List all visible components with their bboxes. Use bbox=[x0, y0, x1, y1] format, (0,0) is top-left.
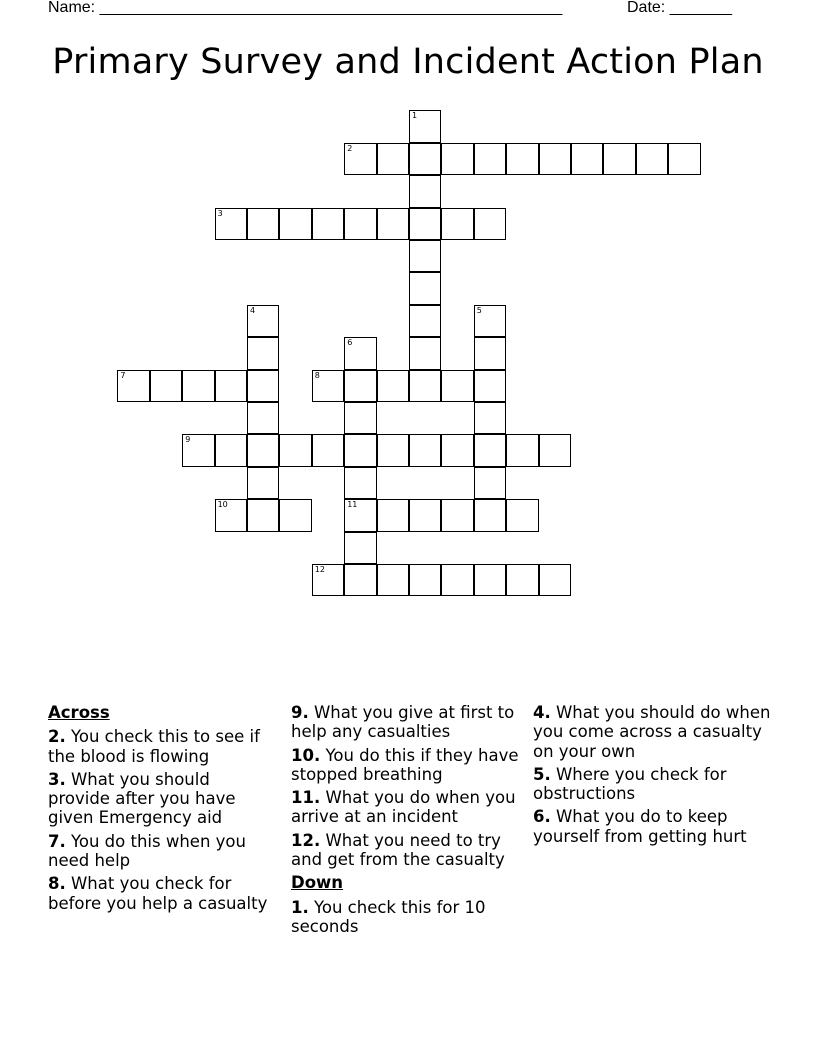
grid-cell[interactable] bbox=[247, 467, 279, 499]
clues-column-3 bbox=[533, 703, 773, 850]
grid-cell[interactable] bbox=[506, 499, 538, 531]
clue-down-4: 4. What you should do when you come across a casualty on your own bbox=[533, 703, 771, 761]
grid-cell[interactable] bbox=[571, 143, 603, 175]
grid-cell[interactable] bbox=[344, 467, 376, 499]
grid-cell[interactable] bbox=[215, 208, 247, 240]
grid-cell[interactable] bbox=[474, 402, 506, 434]
grid-cell[interactable] bbox=[182, 434, 214, 466]
clue-across-12: 12. What you need to try and get from the casualty bbox=[291, 830, 505, 870]
grid-cell[interactable] bbox=[474, 564, 506, 596]
clues-column-1 bbox=[48, 703, 276, 917]
grid-cell[interactable] bbox=[441, 370, 473, 402]
grid-cell[interactable] bbox=[474, 337, 506, 369]
grid-cell[interactable] bbox=[409, 370, 441, 402]
grid-cell[interactable] bbox=[247, 337, 279, 369]
grid-cell[interactable] bbox=[344, 143, 376, 175]
grid-cell[interactable] bbox=[409, 434, 441, 466]
grid-cell[interactable] bbox=[409, 499, 441, 531]
down-heading: Down bbox=[291, 873, 344, 893]
grid-cell[interactable] bbox=[279, 208, 311, 240]
name-line: Name: ____________________________________________________ bbox=[48, 0, 563, 16]
grid-cell[interactable] bbox=[506, 564, 538, 596]
grid-cell[interactable] bbox=[409, 272, 441, 304]
grid-cell[interactable] bbox=[344, 532, 376, 564]
grid-cell[interactable] bbox=[474, 305, 506, 337]
grid-cell[interactable] bbox=[344, 208, 376, 240]
across-heading: Across bbox=[48, 703, 110, 722]
grid-cell[interactable] bbox=[312, 370, 344, 402]
grid-cell[interactable] bbox=[506, 143, 538, 175]
grid-cell[interactable] bbox=[377, 370, 409, 402]
clue-across-3: 3. What you should provide after you have given Emergency aid bbox=[48, 769, 236, 828]
clue-number: 2 bbox=[347, 143, 353, 153]
clue-down-1: 1. You check this for 10 seconds bbox=[291, 897, 486, 936]
clue-across-8: 8. What you check for before you help a casualty bbox=[48, 874, 268, 913]
grid-cell[interactable] bbox=[215, 499, 247, 531]
clue-across-10: 10. You do this if they have stopped breathing bbox=[291, 745, 519, 784]
clue-number: 9 bbox=[185, 435, 191, 445]
grid-cell[interactable] bbox=[279, 434, 311, 466]
grid-cell[interactable] bbox=[247, 208, 279, 240]
grid-cell[interactable] bbox=[539, 434, 571, 466]
grid-cell[interactable] bbox=[247, 370, 279, 402]
page-title: Primary Survey and Incident Action Plan bbox=[52, 42, 764, 82]
grid-cell[interactable] bbox=[474, 434, 506, 466]
clue-number: 6 bbox=[347, 338, 353, 348]
grid-cell[interactable] bbox=[344, 499, 376, 531]
grid-cell[interactable] bbox=[474, 499, 506, 531]
date-line: Date: _______ bbox=[627, 0, 732, 16]
grid-cell[interactable] bbox=[409, 564, 441, 596]
grid-cell[interactable] bbox=[409, 337, 441, 369]
clue-number: 12 bbox=[314, 565, 325, 574]
clue-number: 10 bbox=[217, 500, 228, 510]
grid-cell[interactable] bbox=[474, 467, 506, 499]
grid-cell[interactable] bbox=[377, 564, 409, 596]
grid-cell[interactable] bbox=[247, 402, 279, 434]
grid-cell[interactable] bbox=[344, 402, 376, 434]
grid-cell[interactable] bbox=[441, 208, 473, 240]
grid-cell[interactable] bbox=[668, 143, 700, 175]
grid-cell[interactable] bbox=[377, 434, 409, 466]
grid-cell[interactable] bbox=[377, 208, 409, 240]
grid-cell[interactable] bbox=[636, 143, 668, 175]
grid-cell[interactable] bbox=[247, 305, 279, 337]
clue-across-11: 11. What you do when you arrive at an incident bbox=[291, 788, 516, 827]
grid-cell[interactable] bbox=[409, 305, 441, 337]
grid-cell[interactable] bbox=[344, 564, 376, 596]
grid-cell[interactable] bbox=[409, 208, 441, 240]
grid-cell[interactable] bbox=[215, 370, 247, 402]
grid-cell[interactable] bbox=[441, 499, 473, 531]
grid-cell[interactable] bbox=[344, 337, 376, 369]
grid-cell[interactable] bbox=[344, 370, 376, 402]
grid-cell[interactable] bbox=[377, 143, 409, 175]
clue-number: 4 bbox=[250, 305, 256, 315]
clues-column-2 bbox=[291, 703, 526, 940]
clue-across-7: 7. You do this when you need help bbox=[48, 831, 246, 871]
grid-cell[interactable] bbox=[312, 208, 344, 240]
grid-cell[interactable] bbox=[215, 434, 247, 466]
grid-cell[interactable] bbox=[474, 208, 506, 240]
grid-cell[interactable] bbox=[344, 434, 376, 466]
clue-down-5: 5. Where you check for obstructions bbox=[533, 764, 727, 804]
grid-cell[interactable] bbox=[441, 434, 473, 466]
clue-number: 1 bbox=[412, 111, 418, 121]
grid-cell[interactable] bbox=[150, 370, 182, 402]
grid-cell[interactable] bbox=[247, 499, 279, 531]
clue-across-9: 9. What you give at first to help any casualties bbox=[291, 703, 515, 742]
clue-number: 3 bbox=[217, 208, 223, 218]
grid-cell[interactable] bbox=[377, 499, 409, 531]
clue-number: 7 bbox=[120, 370, 126, 380]
clue-number: 8 bbox=[314, 370, 320, 380]
grid-cell[interactable] bbox=[312, 434, 344, 466]
grid-cell[interactable] bbox=[409, 240, 441, 272]
grid-cell[interactable] bbox=[312, 564, 344, 596]
clue-across-2: 2. You check this to see if the blood is flowing bbox=[48, 727, 260, 766]
grid-cell[interactable] bbox=[474, 370, 506, 402]
grid-cell[interactable] bbox=[539, 143, 571, 175]
grid-cell[interactable] bbox=[409, 143, 441, 175]
grid-cell[interactable] bbox=[409, 110, 441, 142]
grid-cell[interactable] bbox=[182, 370, 214, 402]
grid-cell[interactable] bbox=[603, 143, 635, 175]
grid-cell[interactable] bbox=[441, 143, 473, 175]
grid-cell[interactable] bbox=[474, 143, 506, 175]
grid-cell[interactable] bbox=[247, 434, 279, 466]
clue-number: 5 bbox=[476, 305, 482, 315]
grid-cell[interactable] bbox=[506, 434, 538, 466]
grid-cell[interactable] bbox=[409, 175, 441, 207]
clue-number: 11 bbox=[347, 500, 358, 510]
clue-down-6: 6. What you do to keep yourself from getting hurt bbox=[533, 807, 747, 846]
grid-cell[interactable] bbox=[117, 370, 149, 402]
grid-cell[interactable] bbox=[539, 564, 571, 596]
grid-cell[interactable] bbox=[441, 564, 473, 596]
grid-cell[interactable] bbox=[279, 499, 311, 531]
